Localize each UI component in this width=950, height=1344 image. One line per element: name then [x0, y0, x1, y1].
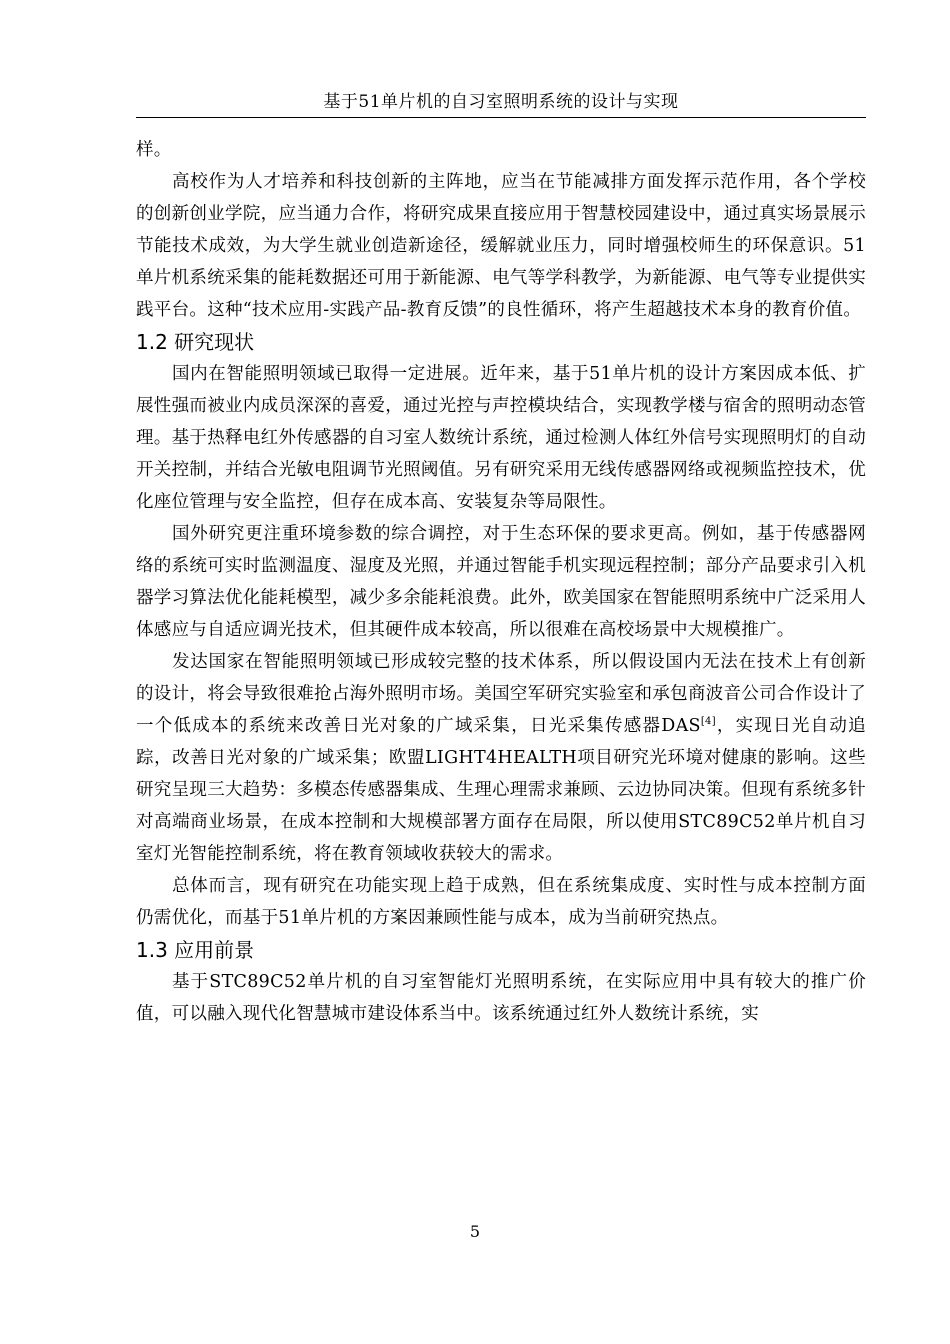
- paragraph-summary: 总体而言，现有研究在功能实现上趋于成熟，但在系统集成度、实时性与成本控制方面仍需优化，而基于51单片机的方案因兼顾性能与成本，成为当前研究热点。: [136, 876, 866, 928]
- section-heading-application-prospects: 1.3 应用前景: [136, 938, 255, 962]
- paragraph-text-part: ，实现日光自动追踪，改善日光对象的广域采集；欧盟LIGHT4HEALTH项目研究光环境对健康的影响。这些研究呈现三大趋势：多模态传感器集成、生理心理需求兼顾、云边协同决策。但现有系统多针对高端商业场景，在成本控制和大规模部署方面存在局限，所以使用STC89C52单片机自习室灯光智能控制系统，将在教育领域收获较大的需求。: [136, 716, 866, 864]
- paragraph-developed-countries: [136, 646, 866, 870]
- paragraph-domestic-research: 国内在智能照明领域已取得一定进展。近年来，基于51单片机的设计方案因成本低、扩展性强而被业内成员深深的喜爱，通过光控与声控模块结合，实现教学楼与宿舍的照明动态管理。基于热释电红外传感器的自习室人数统计系统，通过检测人体红外信号实现照明灯的自动开关控制，并结合光敏电阻调节光照阈值。另有研究采用无线传感器网络或视频监控技术，优化座位管理与安全监控，但存在成本高、安装复杂等局限性。: [136, 364, 866, 512]
- page-number: 5: [469, 1222, 481, 1241]
- citation-ref[interactable]: [4]: [700, 716, 716, 728]
- paragraph-application: 基于STC89C52单片机的自习室智能灯光照明系统，在实际应用中具有较大的推广价值，可以融入现代化智慧城市建设体系当中。该系统通过红外人数统计系统，实: [136, 972, 866, 1024]
- running-header: 基于51单片机的自习室照明系统的设计与实现: [323, 92, 679, 112]
- header-divider: [136, 117, 866, 118]
- paragraph-continuation: 样。: [136, 140, 172, 160]
- section-heading-research-status: 1.2 研究现状: [136, 330, 255, 354]
- paragraph-foreign-research: 国外研究更注重环境参数的综合调控，对于生态环保的要求更高。例如，基于传感器网络的系统可实时监测温度、湿度及光照，并通过智能手机实现远程控制；部分产品要求引入机器学习算法优化能耗模型，减少多余能耗浪费。此外，欧美国家在智能照明系统中广泛采用人体感应与自适应调光技术，但其硬件成本较高，所以很难在高校场景中大规模推广。: [136, 524, 866, 640]
- paragraph-text-part: 发达国家在智能照明领域已形成较完整的技术体系，所以假设国内无法在技术上有创新的设计，将会导致很难抢占海外照明市场。美国空军研究实验室和承包商波音公司合作设计了一个低成本的系统来改善日光对象的广域采集，日光采集传感器DAS: [136, 652, 866, 736]
- paragraph-universities: 高校作为人才培养和科技创新的主阵地，应当在节能减排方面发挥示范作用，各个学校的创新创业学院，应当通力合作，将研究成果直接应用于智慧校园建设中，通过真实场景展示节能技术成效，为大学生就业创造新途径，缓解就业压力，同时增强校师生的环保意识。51单片机系统采集的能耗数据还可用于新能源、电气等学科教学，为新能源、电气等专业提供实践平台。这种“技术应用-实践产品-教育反馈”的良性循环，将产生超越技术本身的教育价值。: [136, 172, 866, 320]
- page-body: [136, 134, 866, 1030]
